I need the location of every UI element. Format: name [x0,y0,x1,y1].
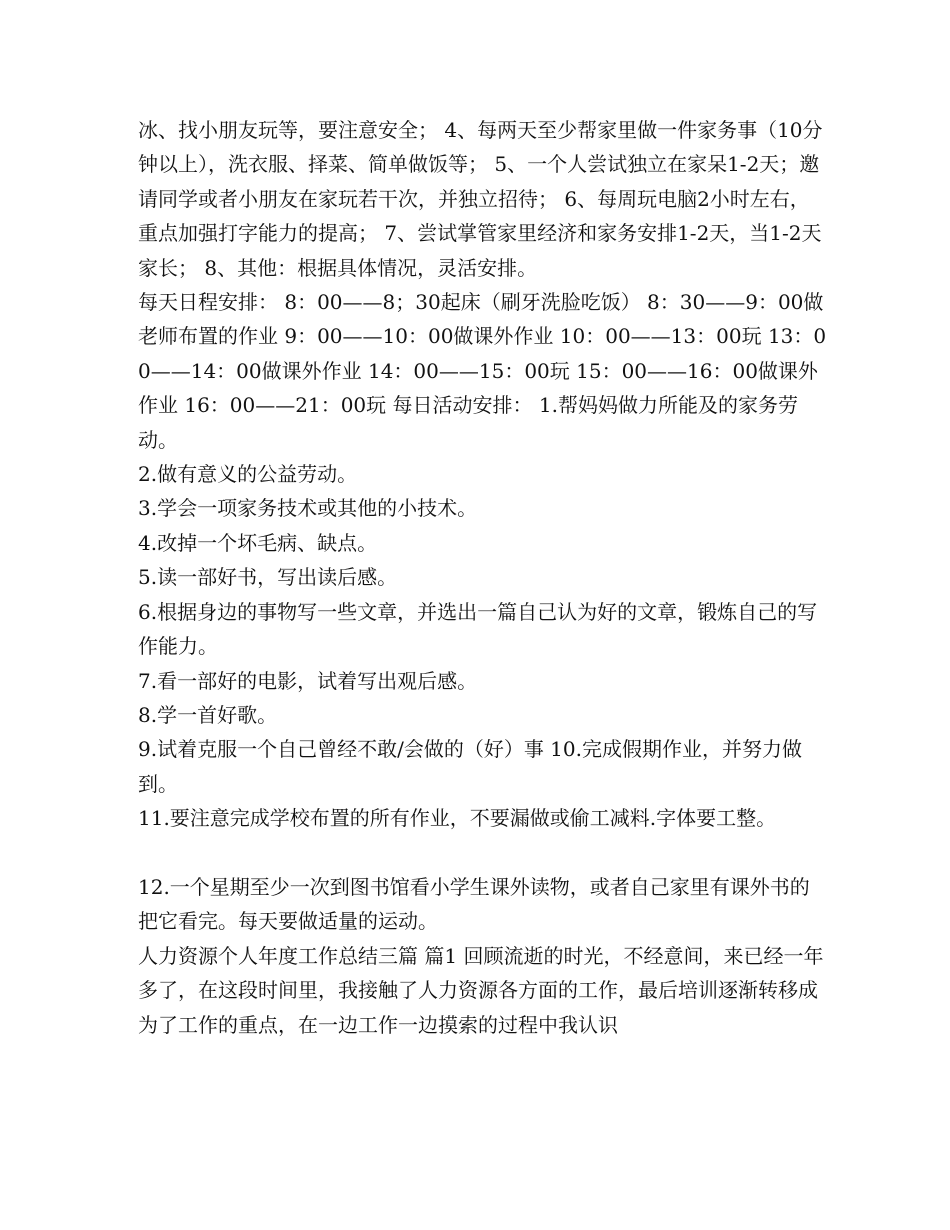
paragraph-household-tasks: 冰、找小朋友玩等，要注意安全； 4、每两天至少帮家里做一件家务事（10分钟以上），洗衣服、择菜、简单做饭等； 5、一个人尝试独立在家呆1-2天；邀请同学或者小朋友在家玩若干次，并独立招待； 6、每周玩电脑2小时左右，重点加强打字能力的提高； 7、尝试掌管家里经济和家务安排1-2天，当1-2天家长； 8、其他：根据具体情况，灵活安排。 [138,118,823,280]
paragraph-item-12: 12.一个星期至少一次到图书馆看小学生课外读物，或者自己家里有课外书的把它看完。每天要做适量的运动。 [138,874,810,934]
paragraph-spacer [138,836,828,870]
paragraph-item-9-10: 9.试着克服一个自己曾经不敢/会做的（好）事 10.完成假期作业，并努力做到。 [138,737,802,796]
paragraph-item-11: 11.要注意完成学校布置的所有作业，不要漏做或偷工减料.字体要工整。 [138,806,777,831]
paragraph-item-4: 4.改掉一个坏毛病、缺点。 [138,530,378,555]
paragraph-item-5: 5.读一部好书，写出读后感。 [138,565,398,590]
paragraph-item-6: 6.根据身边的事物写一些文章，并选出一篇自己认为好的文章，锻炼自己的写作能力。 [138,599,818,659]
paragraph-hr-summary: 人力资源个人年度工作总结三篇 篇1 回顾流逝的时光，不经意间，来已经一年多了，在这段时间里，我接触了人力资源各方面的工作，最后培训逐渐转移成为了工作的重点，在一边工作一边摸索的过程中我认识 [138,943,824,1037]
paragraph-daily-schedule: 每天日程安排： 8：00——8；30起床（刷牙洗脸吃饭） 8：30——9：00做老师布置的作业 9：00——10：00做课外作业 10：00——13：00玩 13：00——14：00做课外作业 14：00——15：00玩 15：00——16：00做课外作业 16：00——21：00玩 每日活动安排： 1.帮妈妈做力所能及的家务劳动。 [138,290,827,452]
paragraph-item-2: 2.做有意义的公益劳动。 [138,462,358,487]
paragraph-item-3: 3.学会一项家务技术或其他的小技术。 [138,496,478,521]
paragraph-item-7: 7.看一部好的电影，试着写出观后感。 [138,668,478,693]
document-body [138,113,828,1042]
paragraph-item-8: 8.学一首好歌。 [138,702,278,727]
